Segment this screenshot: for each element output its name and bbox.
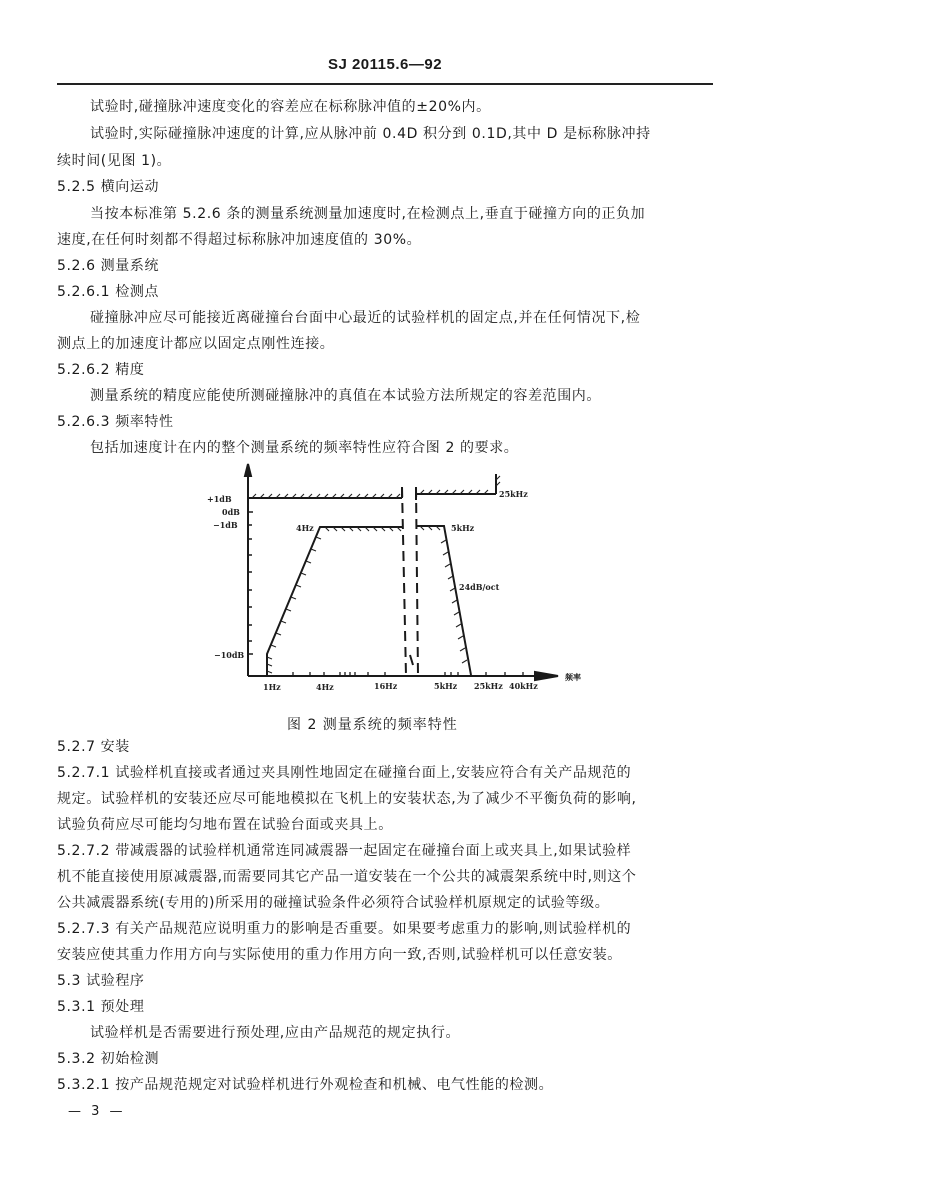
paragraph-line: 当按本标准第 5.2.6 条的测量系统测量加速度时,在检测点上,垂直于碰撞方向的正负加 bbox=[90, 206, 646, 222]
y-label-minus1db: −1dB bbox=[213, 520, 238, 530]
y-label-0db: 0dB bbox=[222, 507, 240, 517]
x-label-25khz: 25kHz bbox=[474, 681, 503, 691]
paragraph-line: 5.3.2.1 按产品规范规定对试验样机进行外观检查和机械、电气性能的检测。 bbox=[57, 1077, 554, 1093]
x-label-4hz: 4Hz bbox=[316, 682, 334, 692]
paragraph-line: 试验样机是否需要进行预处理,应由产品规范的规定执行。 bbox=[90, 1025, 461, 1041]
x-label-16hz: 16Hz bbox=[374, 681, 398, 691]
annotation-24db-oct: 24dB/oct bbox=[459, 582, 500, 592]
section-heading-5-2-7: 5.2.7 安装 bbox=[57, 739, 130, 755]
section-heading-5-2-6-2: 5.2.6.2 精度 bbox=[57, 362, 145, 378]
section-heading-5-2-5: 5.2.5 横向运动 bbox=[57, 179, 160, 195]
paragraph-line: 5.2.7.1 试验样机直接或者通过夹具刚性地固定在碰撞台面上,安装应符合有关产品规范的 bbox=[57, 765, 632, 781]
x-label-1hz: 1Hz bbox=[263, 682, 281, 692]
paragraph-line: 测量系统的精度应能使所测碰撞脉冲的真值在本试验方法所规定的容差范围内。 bbox=[90, 388, 601, 404]
annotation-5khz: 5kHz bbox=[451, 523, 475, 533]
annotation-25khz: 25kHz bbox=[499, 489, 528, 499]
y-label-plus1db: +1dB bbox=[207, 494, 232, 504]
annotation-4hz: 4Hz bbox=[296, 523, 314, 533]
paragraph-line: 5.2.7.2 带减震器的试验样机通常连同减震器一起固定在碰撞台面上或夹具上,如果试验样 bbox=[57, 843, 632, 859]
paragraph-line: 包括加速度计在内的整个测量系统的频率特性应符合图 2 的要求。 bbox=[90, 440, 519, 456]
x-label-5khz: 5kHz bbox=[434, 681, 458, 691]
paragraph-line: 试验时,实际碰撞脉冲速度的计算,应从脉冲前 0.4D 积分到 0.1D,其中 D 是标称脉冲持 bbox=[90, 126, 651, 142]
paragraph-line: 公共减震器系统(专用的)所采用的碰撞试验条件必须符合试验样机原规定的试验等级。 bbox=[57, 895, 610, 911]
paragraph-line: 续时间(见图 1)。 bbox=[57, 153, 172, 169]
paragraph-line: 碰撞脉冲应尽可能接近离碰撞台台面中心最近的试验样机的固定点,并在任何情况下,检 bbox=[90, 310, 641, 326]
paragraph-line: 5.2.7.3 有关产品规范应说明重力的影响是否重要。如果要考虑重力的影响,则试验样机的 bbox=[57, 921, 632, 937]
section-heading-5-2-6-3: 5.2.6.3 频率特性 bbox=[57, 414, 174, 430]
paragraph-line: 安装应使其重力作用方向与实际使用的重力作用方向一致,否则,试验样机可以任意安装。 bbox=[57, 947, 622, 963]
figure-caption: 图 2 测量系统的频率特性 bbox=[287, 717, 458, 733]
x-label-40khz: 40kHz bbox=[509, 681, 538, 691]
section-heading-5-3: 5.3 试验程序 bbox=[57, 973, 145, 989]
section-heading-5-2-6-1: 5.2.6.1 检测点 bbox=[57, 284, 160, 300]
document-id-header: SJ 20115.6—92 bbox=[327, 56, 443, 73]
paragraph-line: 规定。试验样机的安装还应尽可能地模拟在飞机上的安装状态,为了减少不平衡负荷的影响, bbox=[57, 791, 637, 807]
y-label-minus10db: −10dB bbox=[214, 650, 245, 660]
x-axis-title: 频率 bbox=[565, 672, 581, 682]
section-heading-5-3-1: 5.3.1 预处理 bbox=[57, 999, 145, 1015]
paragraph-line: 试验时,碰撞脉冲速度变化的容差应在标称脉冲值的±20%内。 bbox=[90, 99, 491, 115]
paragraph-line: 速度,在任何时刻都不得超过标称脉冲加速度值的 30%。 bbox=[57, 232, 422, 248]
paragraph-line: 试验负荷应尽可能均匀地布置在试验台面或夹具上。 bbox=[57, 817, 393, 833]
section-heading-5-3-2: 5.3.2 初始检测 bbox=[57, 1051, 160, 1067]
section-heading-5-2-6: 5.2.6 测量系统 bbox=[57, 258, 160, 274]
paragraph-line: 测点上的加速度计都应以固定点刚性连接。 bbox=[57, 336, 335, 352]
page-number: — 3 — bbox=[68, 1104, 126, 1119]
paragraph-line: 机不能直接使用原减震器,而需要同其它产品一道安装在一个公共的减震架系统中时,则这个 bbox=[57, 869, 637, 885]
